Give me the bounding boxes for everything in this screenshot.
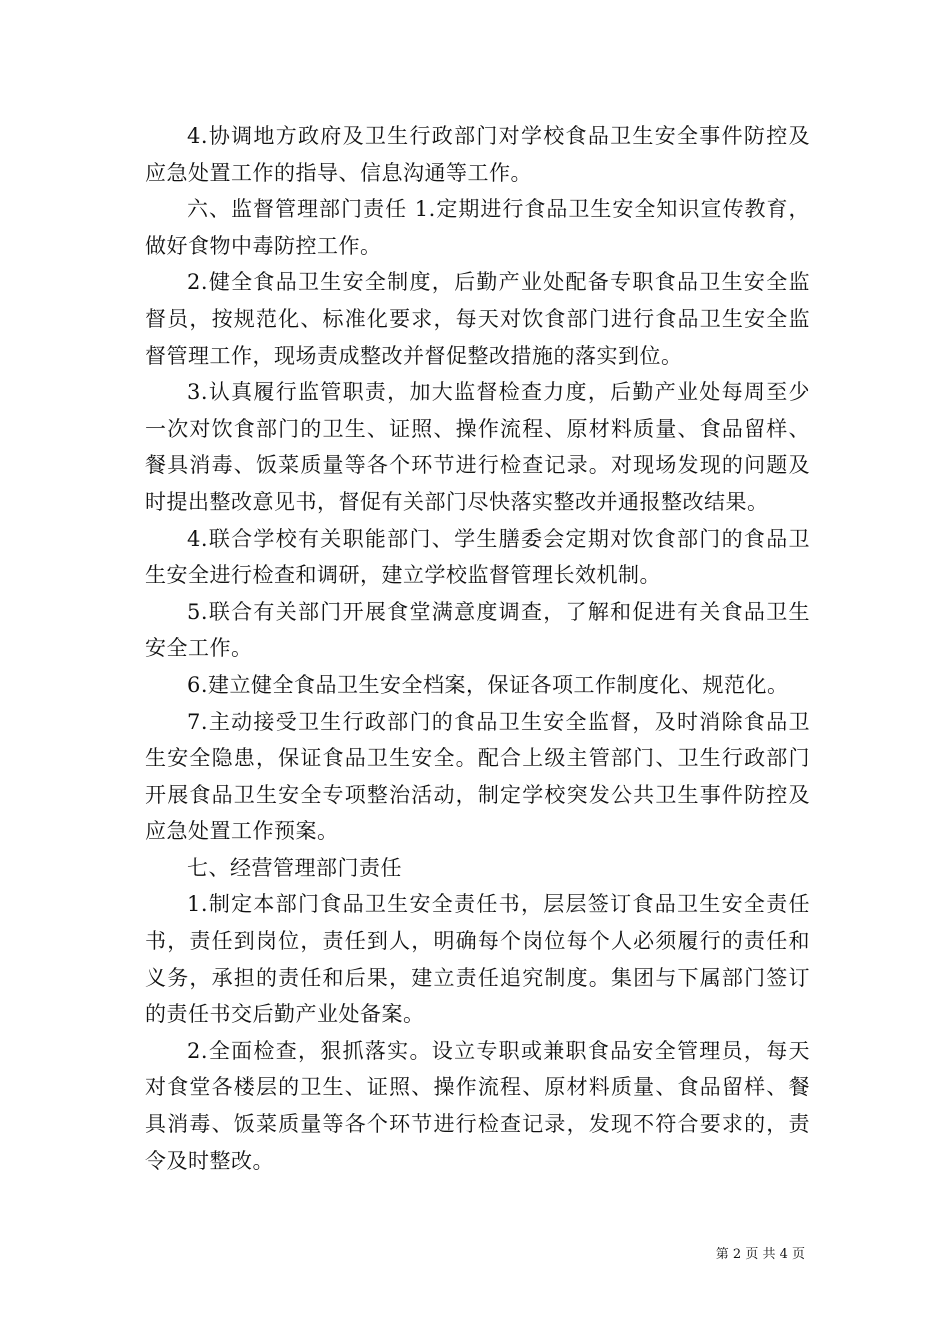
paragraph-8: 7.主动接受卫生行政部门的食品卫生安全监督，及时消除食品卫生安全隐患，保证食品卫生安全。配合上级主管部门、卫生行政部门开展食品卫生安全专项整治活动，制定学校突发公共卫生事件防控及应急处置工作预案。 <box>145 709 810 844</box>
paragraph-1: 4.协调地方政府及卫生行政部门对学校食品卫生安全事件防控及应急处置工作的指导、信息沟通等工作。 <box>145 124 810 185</box>
page-number: 第 2 页 共 4 页 <box>715 1247 805 1262</box>
paragraph-3: 2.健全食品卫生安全制度，后勤产业处配备专职食品卫生安全监督员，按规范化、标准化要求，每天对饮食部门进行食品卫生安全监督管理工作，现场责成整改并督促整改措施的落实到位。 <box>145 270 810 368</box>
paragraph-6: 5.联合有关部门开展食堂满意度调查，了解和促进有关食品卫生安全工作。 <box>145 599 810 661</box>
paragraph-10: 1.制定本部门食品卫生安全责任书，层层签订食品卫生安全责任书，责任到岗位，责任到人，明确每个岗位每个人必须履行的责任和义务，承担的责任和后果，建立责任追究制度。集团与下属部门签订的责任书交后勤产业处备案。 <box>145 892 810 1027</box>
paragraph-7: 6.建立健全食品卫生安全档案，保证各项工作制度化、规范化。 <box>187 672 789 697</box>
paragraph-5: 4.联合学校有关职能部门、学生膳委会定期对饮食部门的食品卫生安全进行检查和调研，建立学校监督管理长效机制。 <box>145 526 810 588</box>
section-heading-7: 七、经营管理部门责任 <box>187 855 402 880</box>
document-body <box>145 118 810 1179</box>
paragraph-11: 2.全面检查，狠抓落实。设立专职或兼职食品安全管理员，每天对食堂各楼层的卫生、证照、操作流程、原材料质量、食品留样、餐具消毒、饭菜质量等各个环节进行检查记录，发现不符合要求的，责令及时整改。 <box>145 1038 810 1173</box>
paragraph-4: 3.认真履行监管职责，加大监督检查力度，后勤产业处每周至少一次对饮食部门的卫生、证照、操作流程、原材料质量、食品留样、餐具消毒、饭菜质量等各个环节进行检查记录。对现场发现的问题及时提出整改意见书，督促有关部门尽快落实整改并通报整改结果。 <box>145 380 810 514</box>
paragraph-2: 六、监督管理部门责任 1.定期进行食品卫生安全知识宣传教育，做好食物中毒防控工作。 <box>145 197 810 258</box>
